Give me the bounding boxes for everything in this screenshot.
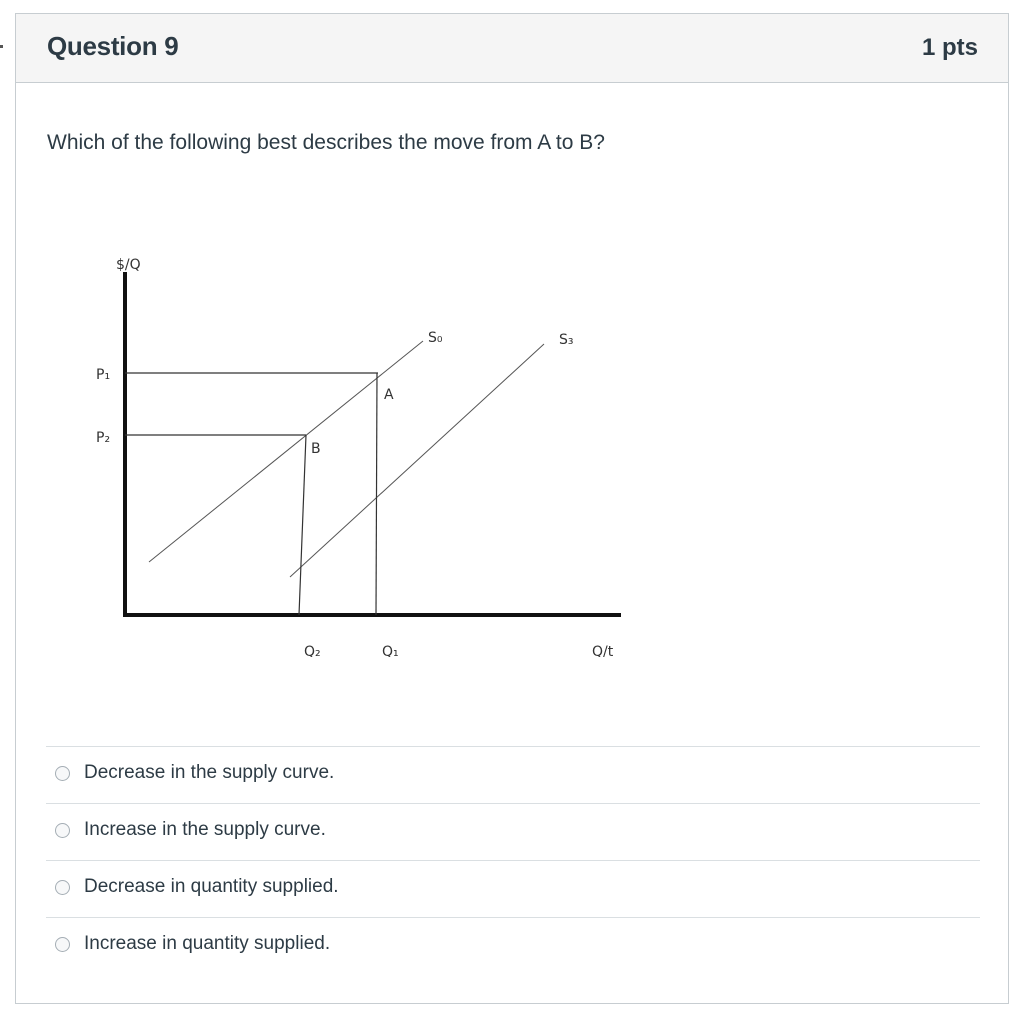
question-points: 1 pts <box>921 34 978 61</box>
question-title: Question 9 <box>47 31 179 61</box>
radio-button[interactable] <box>55 880 70 895</box>
curve-label-s3: S₃ <box>559 332 574 348</box>
supply-curve-s3 <box>290 344 544 577</box>
quantity-label-q1: Q₁ <box>382 644 399 657</box>
answer-option[interactable] <box>46 746 980 803</box>
price-label-p1: P₁ <box>96 367 111 383</box>
curve-label-s0: S₀ <box>428 330 443 346</box>
radio-button[interactable] <box>55 937 70 952</box>
edge-marker <box>0 45 3 48</box>
price-label-p2: P₂ <box>96 430 111 446</box>
answer-option[interactable] <box>46 860 980 917</box>
answer-option[interactable] <box>46 803 980 860</box>
question-card <box>15 13 1009 1004</box>
answer-list <box>46 746 980 974</box>
point-label-b: B <box>311 441 321 457</box>
answer-label: Increase in quantity supplied. <box>84 933 331 954</box>
question-text: Which of the following best describes the move from A to B? <box>47 131 605 154</box>
x-axis-label: Q/t <box>592 644 614 657</box>
quantity-label-q2: Q₂ <box>304 644 321 657</box>
answer-label: Decrease in quantity supplied. <box>84 876 339 897</box>
quantity-line-q1 <box>376 373 377 615</box>
radio-button[interactable] <box>55 823 70 838</box>
point-label-a: A <box>384 387 394 403</box>
question-header <box>16 14 1008 83</box>
radio-button[interactable] <box>55 766 70 781</box>
quantity-line-q2 <box>299 435 306 615</box>
answer-label: Increase in the supply curve. <box>84 819 326 840</box>
answer-option[interactable] <box>46 917 980 974</box>
supply-curve-s0 <box>149 341 423 562</box>
answer-label: Decrease in the supply curve. <box>84 762 335 783</box>
y-axis-label: $/Q <box>116 257 141 273</box>
supply-graph-image <box>78 237 638 657</box>
